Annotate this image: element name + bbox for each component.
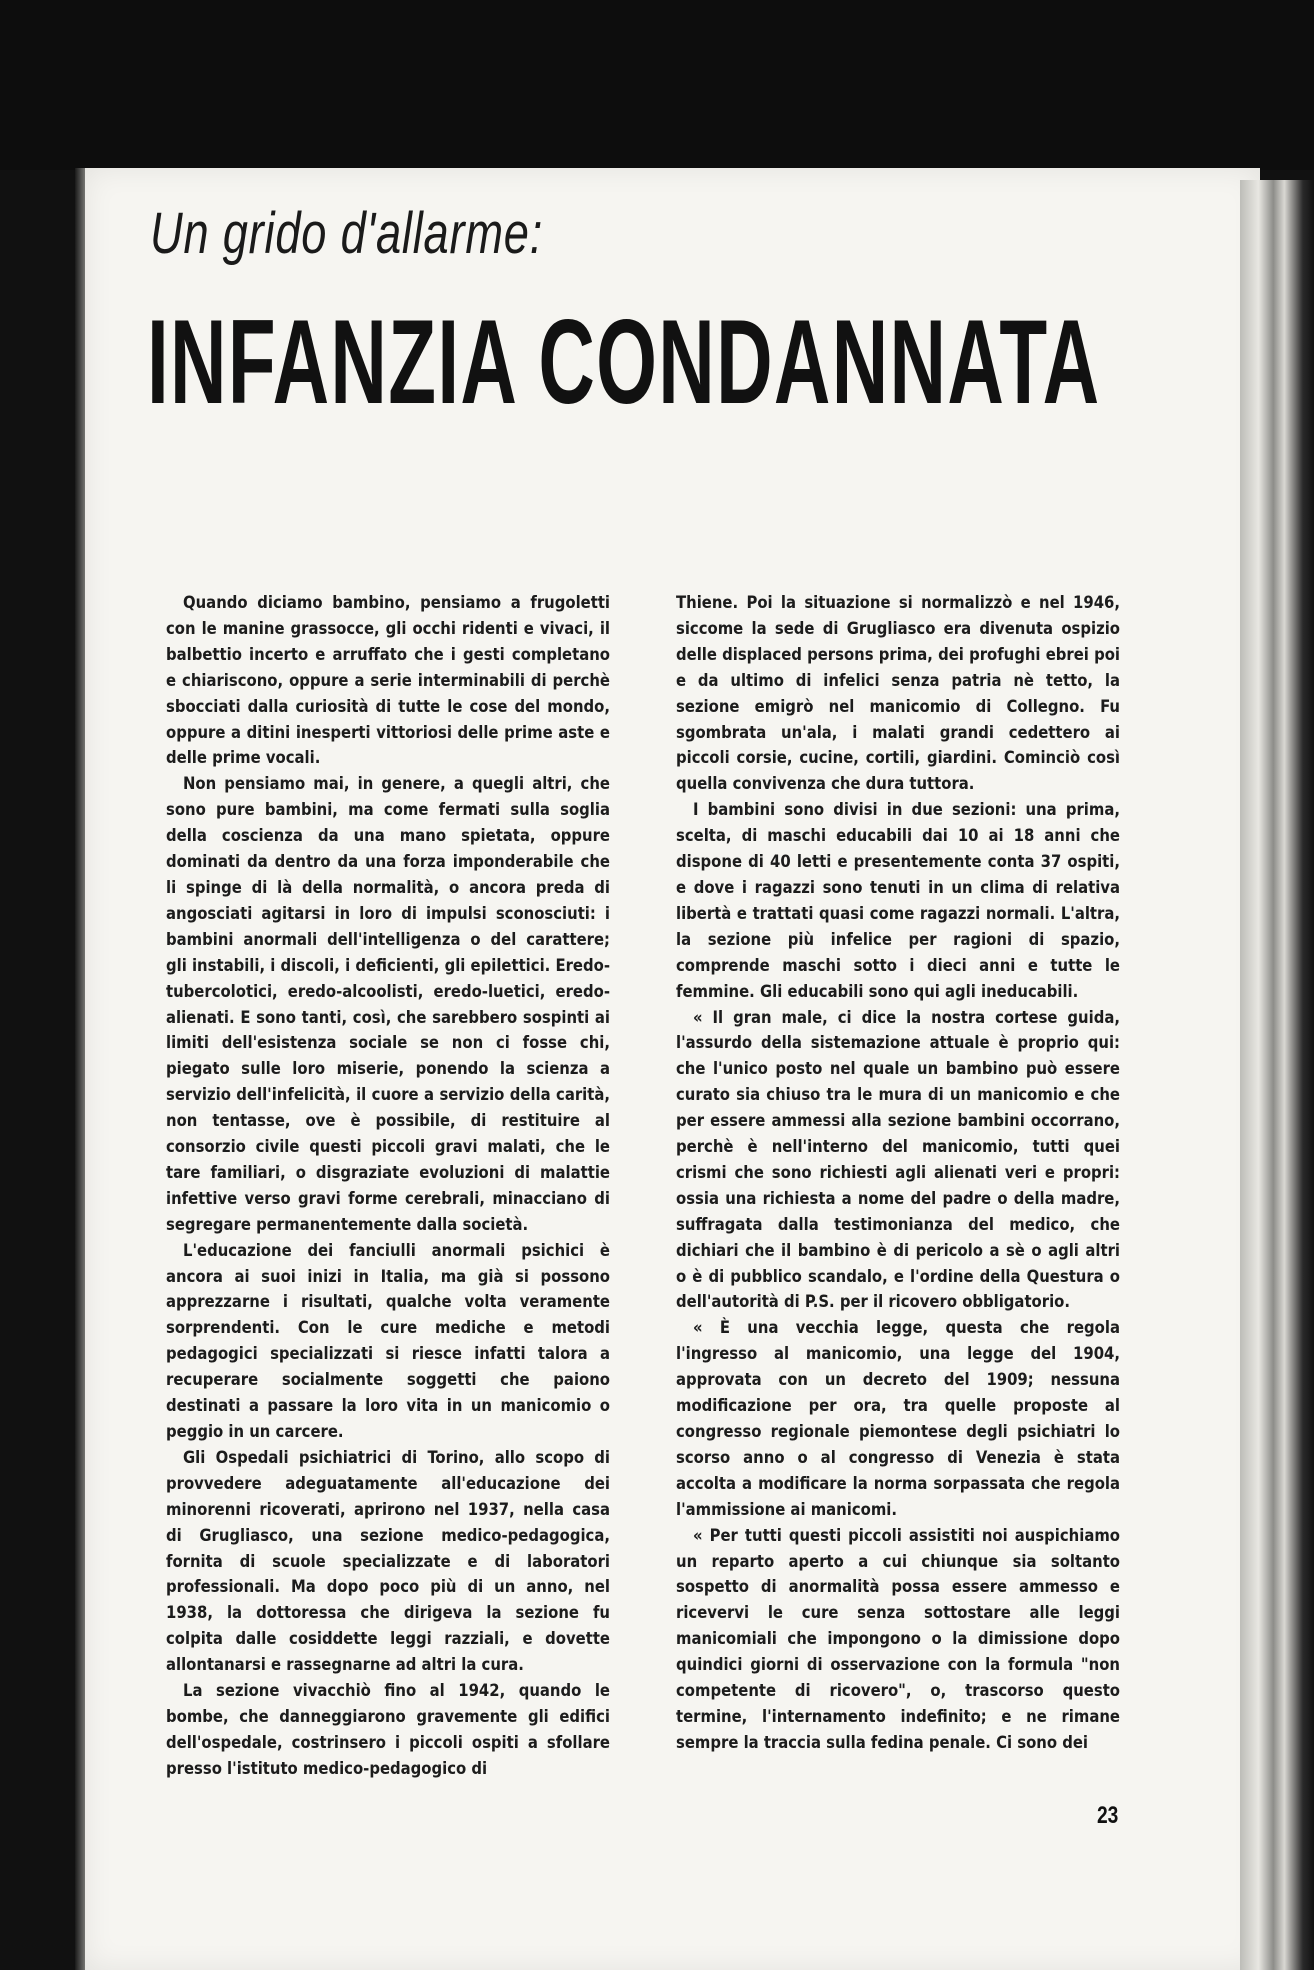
- page-number: 23: [1097, 1802, 1119, 1829]
- paragraph: Thiene. Poi la situazione si normalizzò e nel 1946, siccome la sede di Grugliasco era divenuta ospizio delle displaced persons prima, dei profughi ebrei poi e da ultimo di infelici senza patria nè tetto, la sezione emigrò nel manicomio di Collegno. Fu sgombrata un'ala, i malati grandi cedettero ai piccoli corsie, cucine, cortili, giardini. Cominciò così quella convivenza che dura tuttora.: [676, 593, 1120, 794]
- paragraph: « Il gran male, ci dice la nostra cortese guida, l'assurdo della sistemazione attuale è proprio qui: che l'unico posto nel quale un bambino può essere curato sia chiuso tra le mura di un manicomio e che per essere ammessi alla sezione bambini occorrano, perchè è nell'interno del manicomio, tutti quei crismi che sono richiesti agli alienati veri e propri: ossia una richiesta a nome del padre o della madre, suffragata dalla testimonianza del medico, che dichiari che il bambino è di pericolo a sè o agli altri o è di pubblico scandalo, e l'ordine della Questura o dell'autorità di P.S. per il ricovero obbligatorio.: [676, 1007, 1120, 1312]
- paragraph: La sezione vivacchiò fino al 1942, quando le bombe, che danneggiarono gravemente gli edifici dell'ospedale, costrinsero i piccoli ospiti a sfollare presso l'istituto medico-pedagogico di: [166, 1681, 610, 1778]
- paragraph: « Per tutti questi piccoli assistiti noi auspichiamo un reparto aperto a cui chiunque sia soltanto sospetto di anormalità possa essere ammesso e ricevervi le cure senza sottostare alle leggi manicomiali che impongono o la dimissione dopo quindici giorni di osservazione con la formula "non competente di ricovero", o, trascorso questo termine, l'internamento indefinito; e ne rimane sempre la traccia sulla fedina penale. Ci sono dei: [676, 1525, 1120, 1752]
- paragraph: Gli Ospedali psichiatrici di Torino, allo scopo di provvedere adeguatamente all'educazione dei minorenni ricoverati, aprirono nel 1937, nella casa di Grugliasco, una sezione medico-pedagogica, fornita di scuole specializzate e di laboratori professionali. Ma dopo poco più di un anno, nel 1938, la dottoressa che dirigeva la sezione fu colpita dalle cosiddette leggi razziali, e dovette allontanarsi e rassegnarne ad altri la cura.: [166, 1447, 610, 1675]
- scan-page-stack-edge: [1240, 180, 1314, 1970]
- article-kicker: Un grido d'allarme:: [150, 201, 544, 266]
- paragraph: L'educazione dei fanciulli anormali psichici è ancora ai suoi inizi in Italia, ma già si possono apprezzarne i risultati, qualche volta veramente sorprendenti. Con le cure mediche e metodi pedagogici specializzati si riesce infatti talora a recuperare socialmente soggetti che paiono destinati a passare la loro vita in un manicomio o peggio in un carcere.: [166, 1240, 610, 1441]
- article-title: INFANZIA CONDANNATA: [147, 295, 1101, 429]
- paragraph: Non pensiamo mai, in genere, a quegli altri, che sono pure bambini, ma come fermati sulla soglia della coscienza da una mano spietata, oppure dominati da dentro da una forza imponderabile che li spinge di là della normalità, o ancora preda di angosciati agitarsi in loro di impulsi sconosciuti: i bambini anormali dell'intelligenza o del carattere; gli instabili, i discoli, i deficienti, gli epilettici. Eredo-tubercolotici, eredo-alcoolisti, eredo-luetici, eredo-alienati. E sono tanti, così, che sarebbero sospinti ai limiti dell'esistenza sociale se non ci fosse chi, piegato sulle loro miserie, ponendo la scienza a servizio dell'infelicità, il cuore a servizio della carità, non tentasse, ove è possibile, di restituire al consorzio civile questi piccoli gravi malati, che le tare familiari, o disgraziate evoluzioni di malattie infettive verso gravi forme cerebrali, minacciano di segregare permanentemente dalla società.: [166, 774, 610, 1234]
- scan-top-border: [0, 0, 1314, 170]
- paragraph: Quando diciamo bambino, pensiamo a frugoletti con le manine grassocce, gli occhi ridenti e vivaci, il balbettio incerto e arruffato che i gesti completano e chiariscono, oppure a serie interminabili di perchè sbocciati dalla curiosità di tutte le cose del mondo, oppure a ditini inesperti vittoriosi delle prime aste e delle prime vocali.: [166, 593, 610, 768]
- paragraph: I bambini sono divisi in due sezioni: una prima, scelta, di maschi educabili dai 10 ai 18 anni che dispone di 40 letti e presentemente conta 37 ospiti, e dove i ragazzi sono tenuti in un clima di relativa libertà e trattati quasi come ragazzi normali. L'altra, la sezione più infelice per ragioni di spazio, comprende maschi sotto i dieci anni e tutte le femmine. Gli educabili sono qui agli ineducabili.: [676, 800, 1120, 1001]
- paragraph: « È una vecchia legge, questa che regola l'ingresso al manicomio, una legge del 1904, approvata con un decreto del 1909; nessuna modificazione per ora, tra quelle proposte al congresso regionale piemontese degli psichiatri lo scorso anno o al congresso di Venezia è stata accolta a modificare la norma sorpassata che regola l'ammissione ai manicomi.: [676, 1318, 1120, 1519]
- text-column-left: [166, 590, 610, 1782]
- text-column-right: [676, 590, 1120, 1756]
